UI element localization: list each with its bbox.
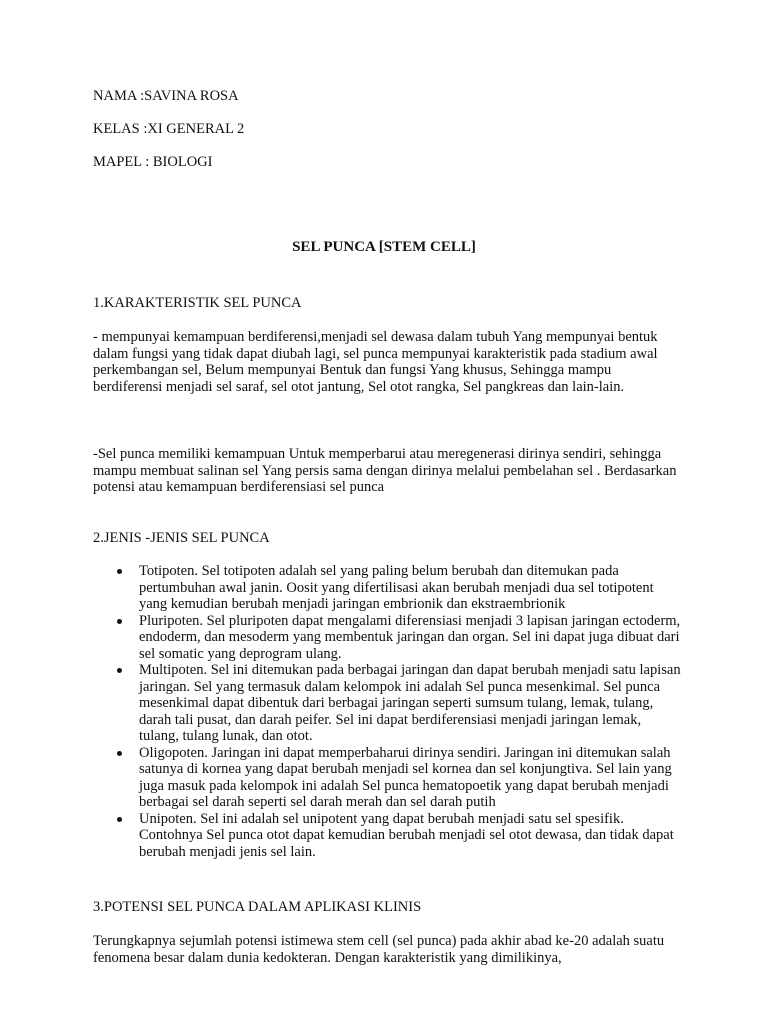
bullet-icon xyxy=(117,619,122,624)
subject: MAPEL : BIOLOGI xyxy=(93,154,213,170)
list-item: Oligopoten. Jaringan ini dapat memperbaharui dirinya sendiri. Jaringan ini ditemukan salah satunya di kornea yang dapat berubah menjadi sel kornea dan sel konjungtiva. Sel lain yang juga masuk pada kelompok ini adalah Sel punca hematopoetik yang dapat berubah menjadi berbagai sel darah seperti sel darah merah dan sel darah putih xyxy=(93,745,683,811)
cell-types-list xyxy=(93,563,683,860)
section-1-paragraph-2: -Sel punca memiliki kemampuan Untuk memperbarui atau meregenerasi dirinya sendiri, sehingga mampu membuat salinan sel Yang persis sama dengan dirinya melalui pembelahan sel . Berdasarkan potensi atau kemampuan berdiferensiasi sel punca xyxy=(93,446,677,495)
bullet-icon xyxy=(117,668,122,673)
student-name: NAMA :SAVINA ROSA xyxy=(93,88,239,104)
section-3-heading: 3.POTENSI SEL PUNCA DALAM APLIKASI KLINIS xyxy=(93,899,422,915)
section-1-heading: 1.KARAKTERISTIK SEL PUNCA xyxy=(93,295,302,311)
student-class: KELAS :XI GENERAL 2 xyxy=(93,121,245,137)
bullet-icon xyxy=(117,817,122,822)
bullet-icon xyxy=(117,751,122,756)
list-item: Unipoten. Sel ini adalah sel unipotent yang dapat berubah menjadi satu sel spesifik. Contohnya Sel punca otot dapat kemudian berubah menjadi sel otot dewasa, dan tidak dapat berubah menjadi jenis sel lain. xyxy=(93,811,683,861)
list-item: Pluripoten. Sel pluripoten dapat mengalami diferensiasi menjadi 3 lapisan jaringan ectoderm, endoderm, dan mesoderm yang membentuk jaringan dan organ. Sel ini dapat juga dibuat dari sel somatic yang deprogram ulang. xyxy=(93,613,683,663)
section-2-heading: 2.JENIS -JENIS SEL PUNCA xyxy=(93,530,270,546)
list-item: Multipoten. Sel ini ditemukan pada berbagai jaringan dan dapat berubah menjadi satu lapisan jaringan. Sel yang termasuk dalam kelompok ini adalah Sel punca mesenkimal. Sel punca mesenkimal dapat dibentuk dari berbagai jaringan seperti sumsum tulang, lemak, tulang, darah tali pusat, dan darah peifer. Sel ini dapat berdiferensiasi menjadi jaringan lemak, tulang, tulang lunak, dan otot. xyxy=(93,662,683,745)
bullet-icon xyxy=(117,569,122,574)
section-3-paragraph-1: Terungkapnya sejumlah potensi istimewa stem cell (sel punca) pada akhir abad ke-20 adalah suatu fenomena besar dalam dunia kedokteran. Dengan karakteristik yang dimilikinya, xyxy=(93,933,665,966)
document-title: SEL PUNCA [STEM CELL] xyxy=(292,239,476,255)
list-item: Totipoten. Sel totipoten adalah sel yang paling belum berubah dan ditemukan pada pertumbuhan awal janin. Oosit yang difertilisasi akan berubah menjadi dua sel totipotent yang kemudian berubah menjadi jaringan embrionik dan ekstraembrionik xyxy=(93,563,683,613)
section-1-paragraph-1: - mempunyai kemampuan berdiferensi,menjadi sel dewasa dalam tubuh Yang mempunyai bentuk dalam fungsi yang tidak dapat diubah lagi, sel punca mempunyai karakteristik pada stadium awal perkembangan sel, Belum mempunyai Bentuk dan fungsi Yang khusus, Sehingga mampu berdiferensi menjadi sel saraf, sel otot jantung, Sel otot rangka, Sel pangkreas dan lain-lain. xyxy=(93,329,658,395)
